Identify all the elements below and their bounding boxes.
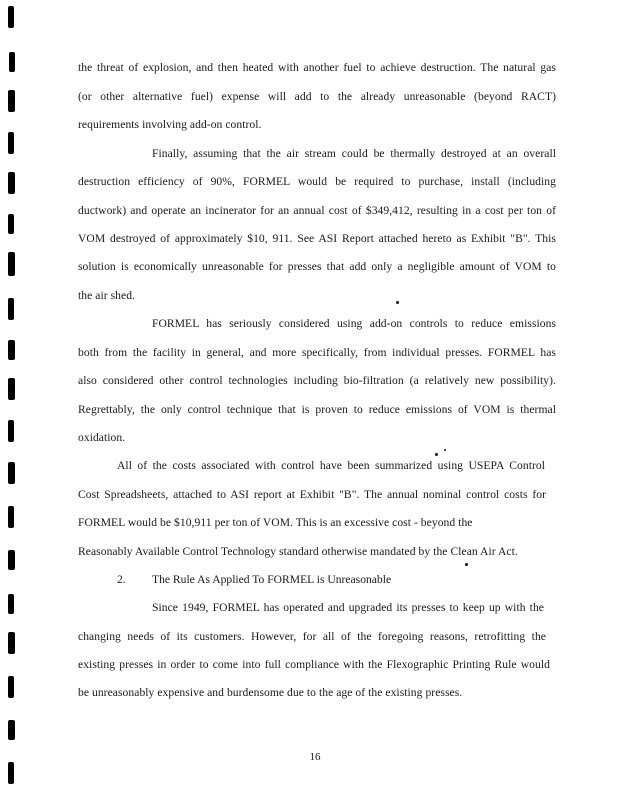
text-line: solution is economically unreasonable for presses that add only a negligible amount of VOM to (78, 260, 556, 273)
scan-speck (444, 449, 446, 451)
section-number: 2. (117, 573, 126, 586)
text-line: All of the costs associated with control have been summarized using USEPA Control (117, 459, 545, 472)
binder-hole (8, 214, 14, 234)
binder-hole (8, 172, 15, 194)
binder-hole (8, 6, 14, 28)
binder-hole (8, 298, 14, 320)
text-line: the threat of explosion, and then heated with another fuel to achieve destruction. The natural gas (78, 61, 556, 74)
binder-hole (9, 52, 15, 72)
section-title: The Rule As Applied To FORMEL is Unreasonable (152, 573, 392, 586)
binder-hole (8, 252, 15, 276)
text-line: FORMEL has seriously considered using add-on controls to reduce emissions (152, 317, 556, 330)
scan-speck (465, 563, 468, 566)
text-line: the air shed. (78, 289, 135, 302)
binder-hole (8, 420, 14, 442)
text-line: existing presses in order to come into full compliance with the Flexographic Printing Rule would (78, 658, 550, 671)
binder-hole (8, 676, 14, 698)
text-line: ductwork) and operate an incinerator for an annual cost of $349,412, resulting in a cost per ton of (78, 204, 556, 217)
text-line: oxidation. (78, 431, 126, 444)
binder-hole (8, 594, 14, 614)
text-line: VOM destroyed of approximately $10, 911. See ASI Report attached hereto as Exhibit "B". This (78, 232, 556, 245)
binder-hole (8, 550, 15, 570)
binder-hole (8, 340, 15, 360)
scan-speck (435, 453, 438, 456)
binder-hole (8, 462, 15, 484)
page-number: 16 (309, 751, 321, 763)
text-line: Reasonably Available Control Technology standard otherwise mandated by the Clean Air Act. (78, 545, 518, 558)
text-line: be unreasonably expensive and burdensome due to the age of the existing presses. (78, 686, 463, 699)
text-line: requirements involving add-on control. (78, 118, 262, 131)
binder-hole (8, 762, 14, 784)
text-line: both from the facility in general, and more specifically, from individual presses. FORMEL has (78, 346, 556, 359)
text-line: also considered other control technologies including bio-filtration (a relatively new possibility). (78, 374, 556, 387)
binder-hole (8, 720, 15, 740)
text-line: Finally, assuming that the air stream could be thermally destroyed at an overall (152, 147, 556, 160)
binder-holes (2, 0, 18, 800)
text-line: changing needs of its customers. However, for all of the foregoing reasons, retrofitting the (78, 630, 546, 643)
text-line: Since 1949, FORMEL has operated and upgraded its presses to keep up with the (152, 601, 544, 614)
text-line: Cost Spreadsheets, attached to ASI report at Exhibit "B". The annual nominal control costs for (78, 488, 546, 501)
binder-hole (8, 132, 14, 154)
text-line: destruction efficiency of 90%, FORMEL would be required to purchase, install (including (78, 175, 556, 188)
binder-hole (8, 506, 14, 528)
text-line: Regrettably, the only control technique that is proven to reduce emissions of VOM is thermal (78, 403, 556, 416)
binder-hole (8, 632, 15, 654)
binder-hole (8, 378, 15, 400)
text-line: FORMEL would be $10,911 per ton of VOM. This is an excessive cost - beyond the (78, 516, 473, 529)
binder-hole (8, 90, 15, 112)
text-line: (or other alternative fuel) expense will add to the already unreasonable (beyond RACT) (78, 90, 556, 103)
scan-speck (396, 301, 399, 304)
